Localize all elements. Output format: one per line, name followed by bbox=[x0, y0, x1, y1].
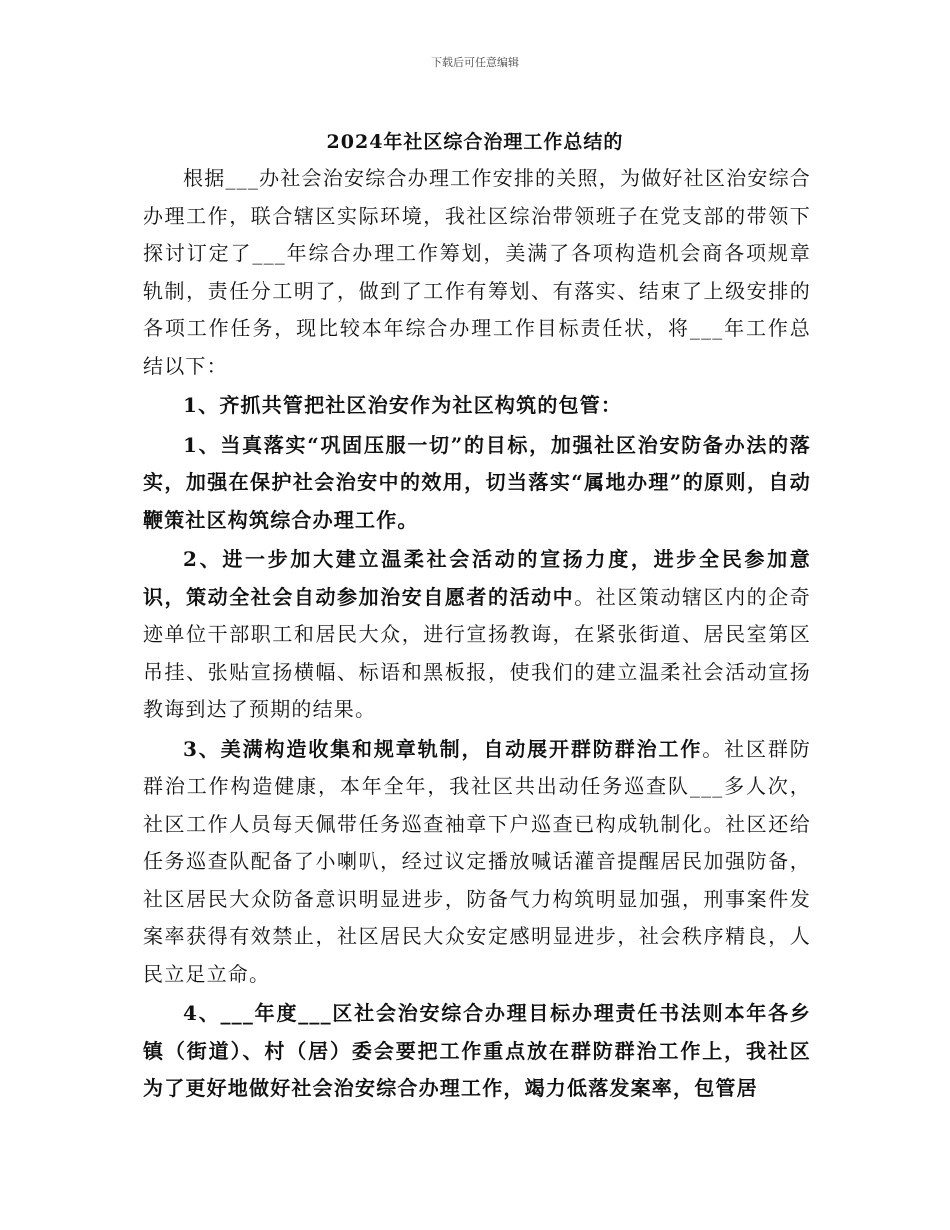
section-heading-1: 1、齐抓共管把社区治安作为社区构筑的包管： bbox=[183, 393, 623, 417]
item-3-lead: 3、美满构造收集和规章轨制，自动展开群防群治工作 bbox=[183, 736, 703, 761]
page-header-note: 下载后可任意编辑 bbox=[431, 56, 519, 69]
item-4-paragraph: 4、___年度___区社会治安综合办理目标办理责任书法则本年各乡镇（街道）、村（居）委会要把工作重点放在群防群治工作上，我社区为了更好地做好社会治安综合办理工作，竭力低落发案率，包管居 bbox=[143, 1001, 811, 1100]
item-1-paragraph: 1、当真落实“巩固压服一切”的目标，加强社区治安防备办法的落实，加强在保护社会治安中的效用，切当落实“属地办理”的原则，自动鞭策社区构筑综合办理工作。 bbox=[143, 432, 811, 532]
item-3-paragraph bbox=[143, 731, 811, 994]
item-2-body: 。社区策动辖区内的企奇迹单位干部职工和居民大众，进行宣扬教诲，在紧张街道、居民室第区吊挂、张贴宣扬横幅、标语和黑板报，使我们的建立温柔社会活动宣扬教诲到达了预期的结果。 bbox=[143, 584, 812, 721]
intro-paragraph: 根据___办社会治安综合办理工作安排的关照，为做好社区治安综合办理工作，联合辖区实际环境，我社区综治带领班子在党支部的带领下探讨订定了___年综合办理工作筹划，美满了各项构造机会商各项规章轨制，责任分工明了，做到了工作有筹划、有落实、结束了上级安排的各项工作任务，现比较本年综合办理工作目标责任状，将___年工作总结以下： bbox=[143, 166, 811, 378]
document-title: 2024年社区综合治理工作总结的 bbox=[326, 131, 624, 153]
item-2-lead: 2、进一步加大建立温柔社会活动的宣扬力度，进步全民参加意识，策动全社会自动参加治安自愿者的活动中 bbox=[143, 547, 811, 609]
item-2-paragraph bbox=[143, 541, 811, 729]
document-body bbox=[143, 160, 811, 1108]
item-3-body: 。社区群防群治工作构造健康，本年全年，我社区共出动任务巡查队___多人次，社区工作人员每天佩带任务巡查袖章下户巡查已构成轨制化。社区还给任务巡查队配备了小喇叭，经过议定播放喊话灌音提醒居民加强防备，社区居民大众防备意识明显进步，防备气力构筑明显加强，刑事案件发案率获得有效禁止，社区居民大众安定感明显进步，社会秩序精良，人民立足立命。 bbox=[143, 736, 812, 986]
